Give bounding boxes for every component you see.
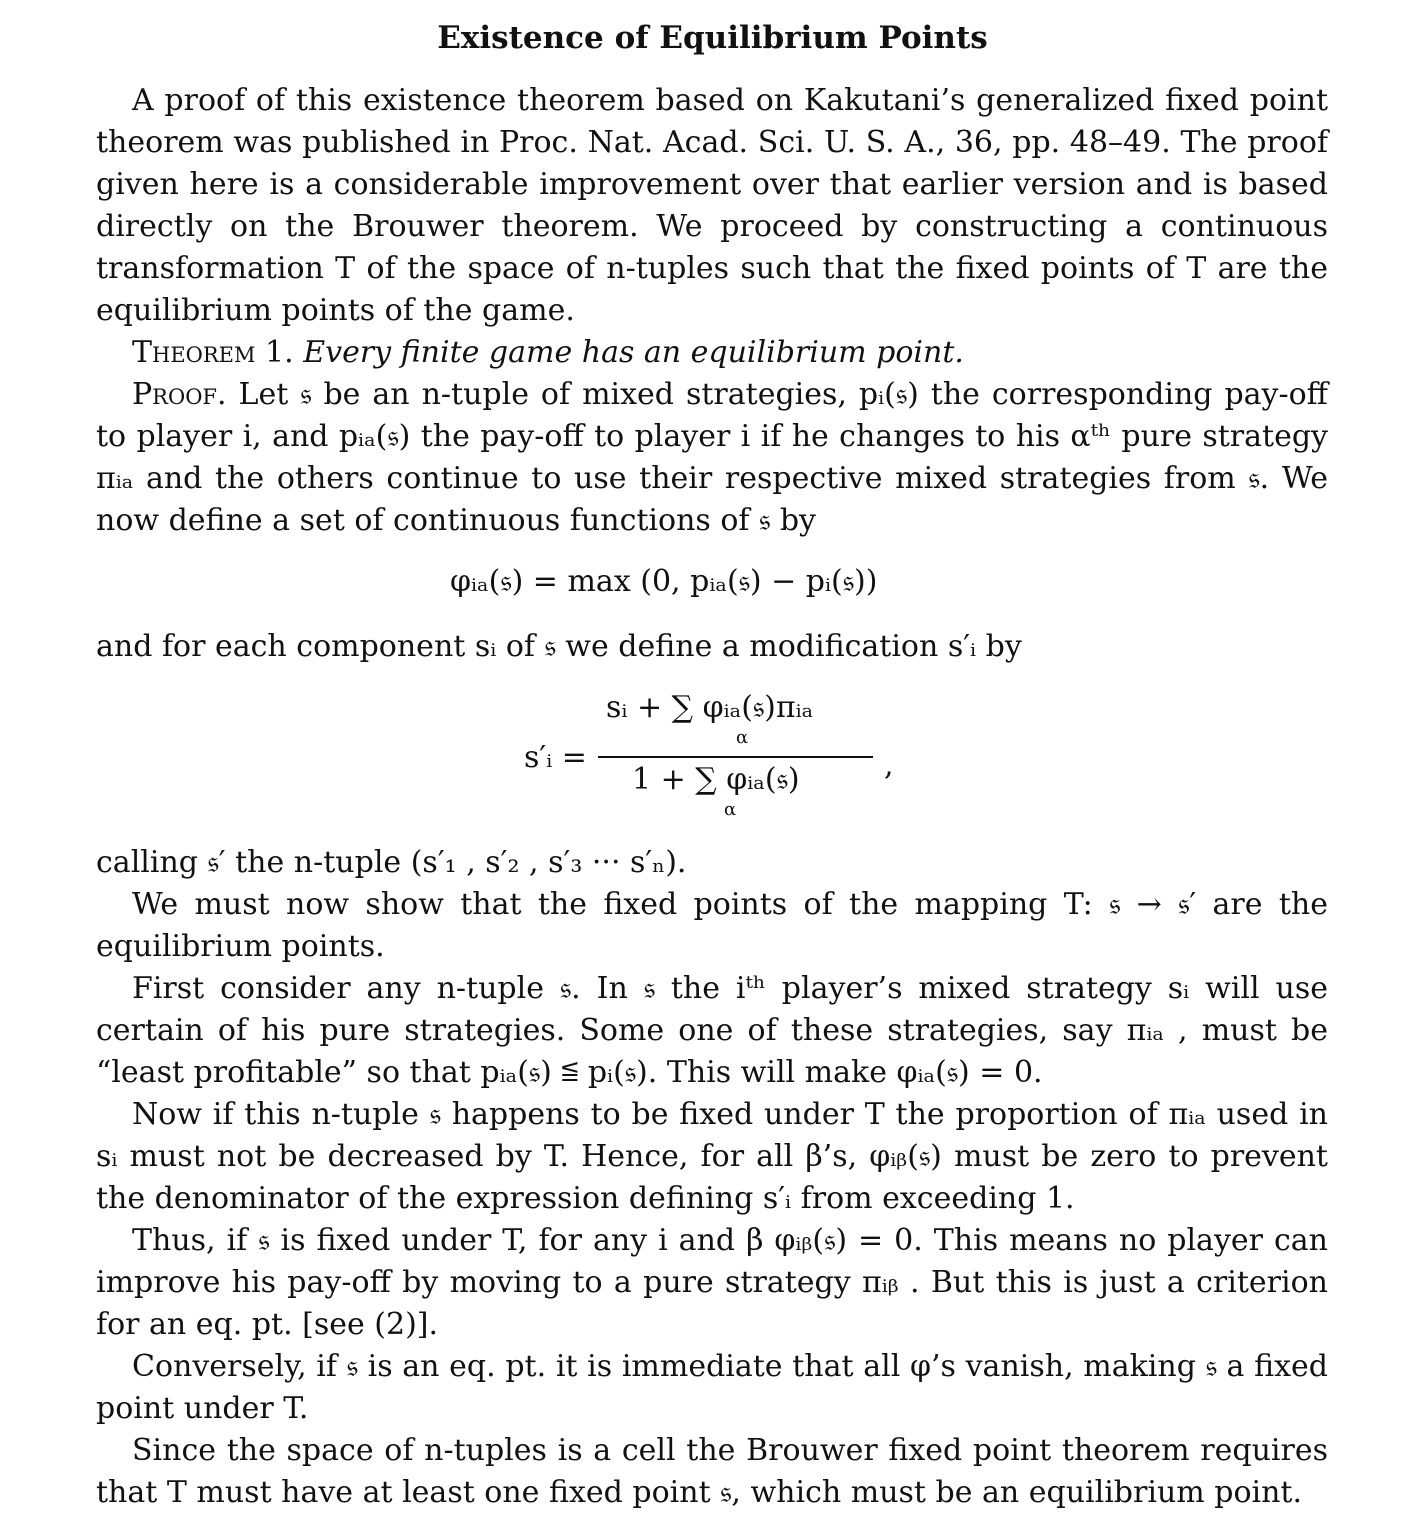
- proof-text: Let 𝔰 be an n-tuple of mixed strategies, pᵢ(𝔰) the corresponding pay-off to player i, and pᵢₐ(𝔰) the pay-off to player i if he changes to his αᵗʰ pure strategy πᵢₐ and the others continue to use their respective mixed strategies from 𝔰. We now define a set of continuous functions of 𝔰 by: [96, 377, 1329, 538]
- section-title: Existence of Equilibrium Points: [437, 20, 988, 56]
- paragraph-modification: and for each component sᵢ of 𝔰 we define a modification s′ᵢ by: [96, 629, 1022, 664]
- numerator-sum-index: α: [736, 727, 749, 748]
- equation-phi-definition: φᵢₐ(𝔰) = max (0, pᵢₐ(𝔰) − pᵢ(𝔰)): [450, 564, 878, 599]
- equation-denominator: 1 + ∑ φᵢₐ(𝔰): [632, 762, 800, 797]
- paragraph-conversely: Conversely, if 𝔰 is an eq. pt. it is immediate that all φ’s vanish, making 𝔰 a fixed point under T.: [96, 1349, 1328, 1426]
- paragraph-first-consider: First consider any n-tuple 𝔰. In 𝔰 the iᵗʰ player’s mixed strategy sᵢ will use certain of his pure strategies. Some one of these strategies, say πᵢₐ , must be “least profitable” so that pᵢₐ(𝔰) ≦ pᵢ(𝔰). This will make φᵢₐ(𝔰) = 0.: [96, 971, 1328, 1090]
- equation-trailing-comma: ,: [884, 748, 894, 783]
- proof-label: Proof.: [132, 377, 227, 412]
- equation-numerator: sᵢ + ∑ φᵢₐ(𝔰)πᵢₐ: [606, 690, 814, 725]
- theorem-label: Theorem 1.: [132, 335, 294, 370]
- proof-paragraph: [96, 374, 1328, 542]
- paragraph-intro: A proof of this existence theorem based on Kakutani’s generalized fixed point theorem was published in Proc. Nat. Acad. Sci. U. S. A., 36, pp. 48–49. The proof given here is a considerable improvement over that earlier version and is based directly on the Brouwer theorem. We proceed by constructing a continuous transformation T of the space of n-tuples such that the fixed points of T are the equilibrium points of the game.: [96, 83, 1328, 328]
- paragraph-now-if-fixed: Now if this n-tuple 𝔰 happens to be fixed under T the proportion of πᵢₐ used in sᵢ must not be decreased by T. Hence, for all β’s, φᵢᵦ(𝔰) must be zero to prevent the denominator of the expression defining s′ᵢ from exceeding 1.: [96, 1097, 1328, 1216]
- paragraph-show-fixed-points: We must now show that the fixed points of the mapping T: 𝔰 → 𝔰′ are the equilibrium points.: [96, 887, 1328, 964]
- denominator-sum-index: α: [724, 799, 737, 820]
- fraction-bar: [598, 756, 873, 758]
- paragraph-calling: calling 𝔰′ the n-tuple (s′₁ , s′₂ , s′₃ ··· s′ₙ).: [96, 845, 687, 880]
- paragraph-brouwer-conclusion: Since the space of n-tuples is a cell the Brouwer fixed point theorem requires that T must have at least one fixed point 𝔰, which must be an equilibrium point.: [96, 1433, 1328, 1510]
- theorem-statement: [96, 332, 1328, 374]
- paragraph-thus: Thus, if 𝔰 is fixed under T, for any i and β φᵢᵦ(𝔰) = 0. This means no player can improve his pay-off by moving to a pure strategy πᵢᵦ . But this is just a criterion for an eq. pt. [see (2)].: [96, 1223, 1328, 1342]
- theorem-text: Every finite game has an equilibrium point.: [303, 335, 964, 370]
- equation-lhs: s′ᵢ =: [524, 740, 587, 775]
